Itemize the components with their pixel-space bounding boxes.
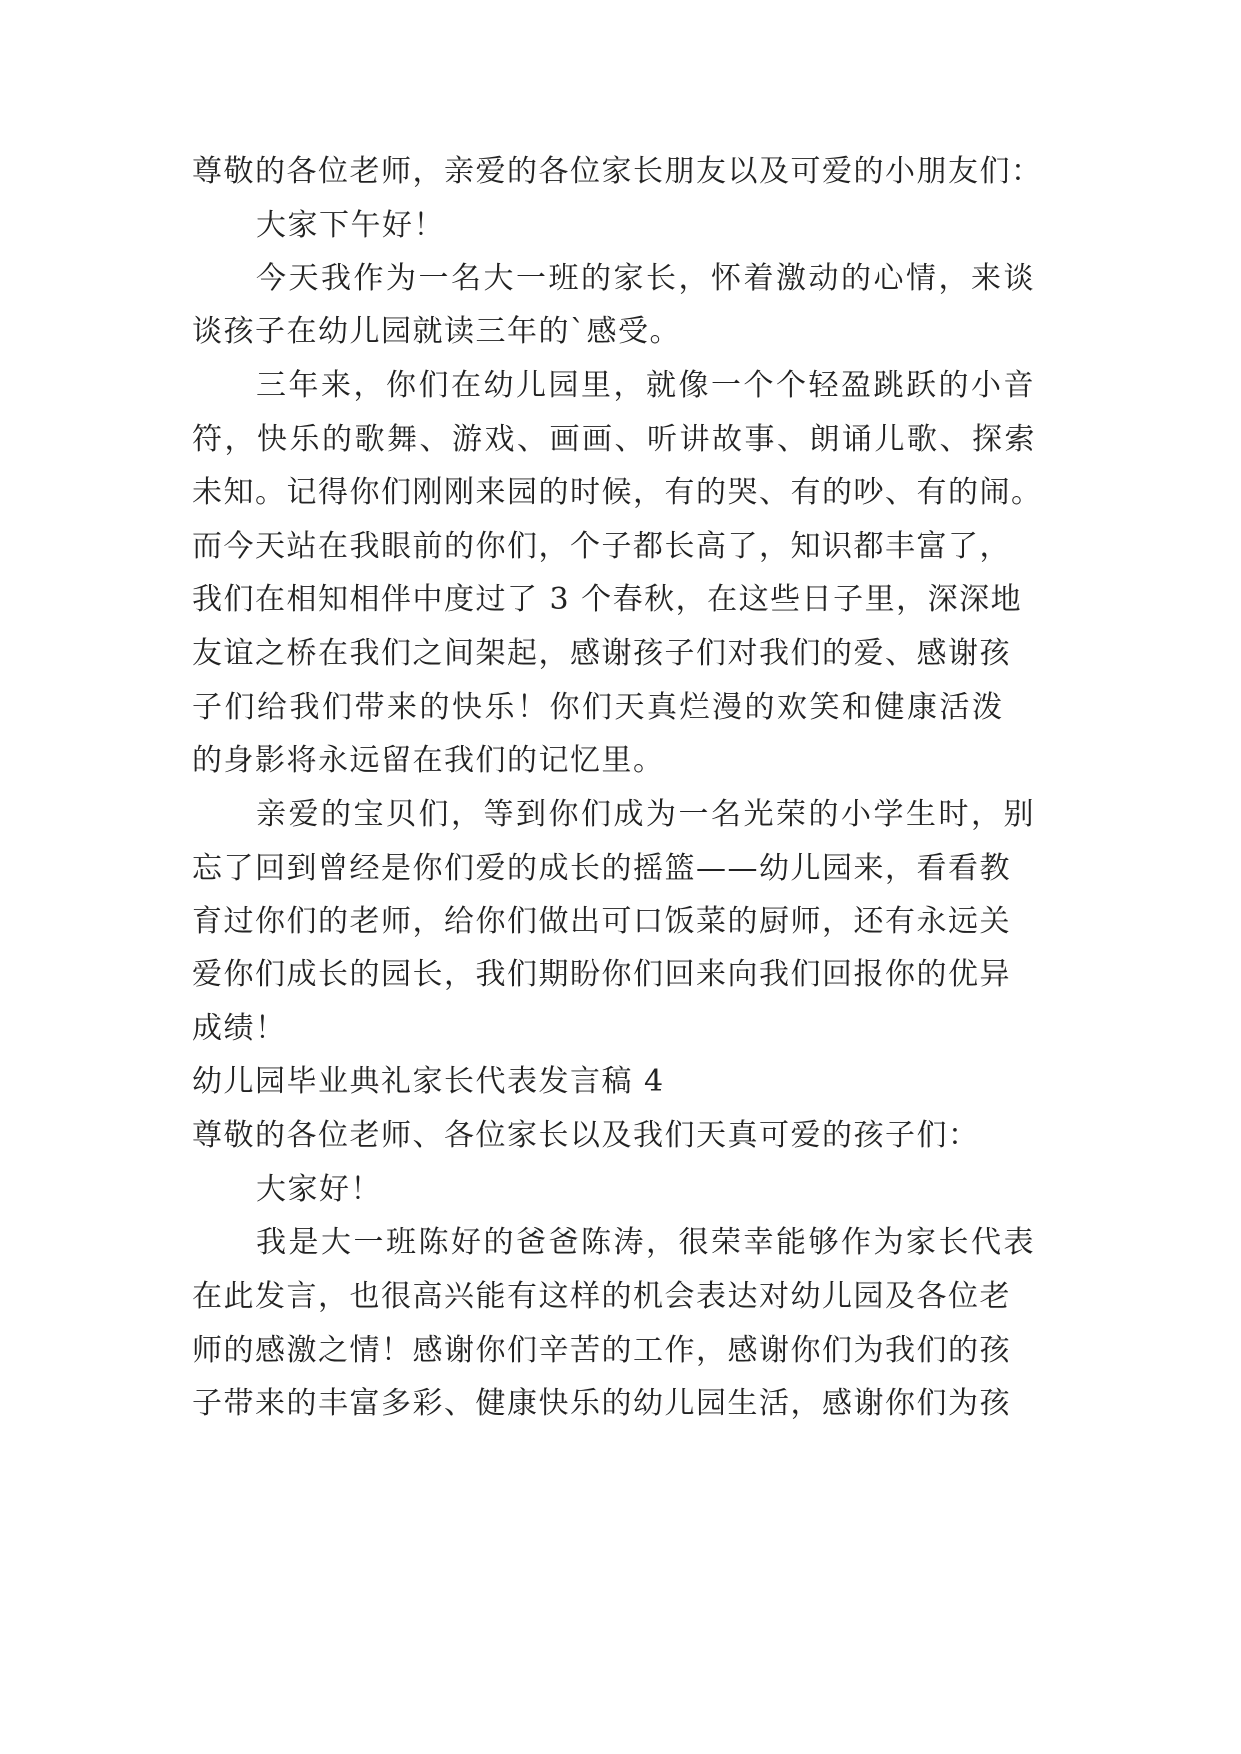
paragraph-line: 而今天站在我眼前的你们，个子都长高了，知识都丰富了， (192, 529, 1011, 564)
paragraph-line: 忘了回到曾经是你们爱的成长的摇篮——幼儿园来，看看教 (192, 851, 1011, 886)
paragraph-line: 今天我作为一名大一班的家长，怀着激动的心情，来谈 (256, 261, 1036, 296)
paragraph-line: 爱你们成长的园长，我们期盼你们回来向我们回报你的优异 (192, 957, 1011, 992)
greeting-line: 尊敬的各位老师、各位家长以及我们天真可爱的孩子们： (192, 1118, 980, 1153)
paragraph-line: 子们给我们带来的快乐！你们天真烂漫的欢笑和健康活泼 (192, 690, 1005, 725)
paragraph-line: 亲爱的宝贝们，等到你们成为一名光荣的小学生时，别 (256, 797, 1036, 832)
paragraph-line: 的身影将永远留在我们的记忆里。 (192, 743, 665, 778)
paragraph-line: 我是大一班陈好的爸爸陈涛，很荣幸能够作为家长代表 (256, 1225, 1036, 1260)
greeting-line: 尊敬的各位老师，亲爱的各位家长朋友以及可爱的小朋友们： (192, 154, 1043, 189)
paragraph-line: 师的感激之情！感谢你们辛苦的工作，感谢你们为我们的孩 (192, 1333, 1011, 1368)
section-title: 幼儿园毕业典礼家长代表发言稿 4 (192, 1064, 665, 1099)
paragraph-line: 子带来的丰富多彩、健康快乐的幼儿园生活，感谢你们为孩 (192, 1386, 1011, 1421)
paragraph-line: 谈孩子在幼儿园就读三年的`感受。 (192, 314, 681, 349)
paragraph-line: 未知。记得你们刚刚来园的时候，有的哭、有的吵、有的闹。 (192, 475, 1043, 510)
paragraph-line: 我们在相知相伴中度过了 3 个春秋，在这些日子里，深深地 (192, 582, 1023, 617)
paragraph-line: 符，快乐的歌舞、游戏、画画、听讲故事、朗诵儿歌、探索 (192, 422, 1037, 457)
paragraph-line: 三年来，你们在幼儿园里，就像一个个轻盈跳跃的小音 (256, 368, 1036, 403)
salutation-line: 大家好！ (256, 1172, 382, 1207)
paragraph-line: 育过你们的老师，给你们做出可口饭菜的厨师，还有永远关 (192, 904, 1011, 939)
salutation-line: 大家下午好！ (256, 208, 445, 243)
paragraph-line: 在此发言，也很高兴能有这样的机会表达对幼儿园及各位老 (192, 1279, 1011, 1314)
paragraph-line: 友谊之桥在我们之间架起，感谢孩子们对我们的爱、感谢孩 (192, 636, 1011, 671)
paragraph-line: 成绩！ (192, 1011, 287, 1046)
